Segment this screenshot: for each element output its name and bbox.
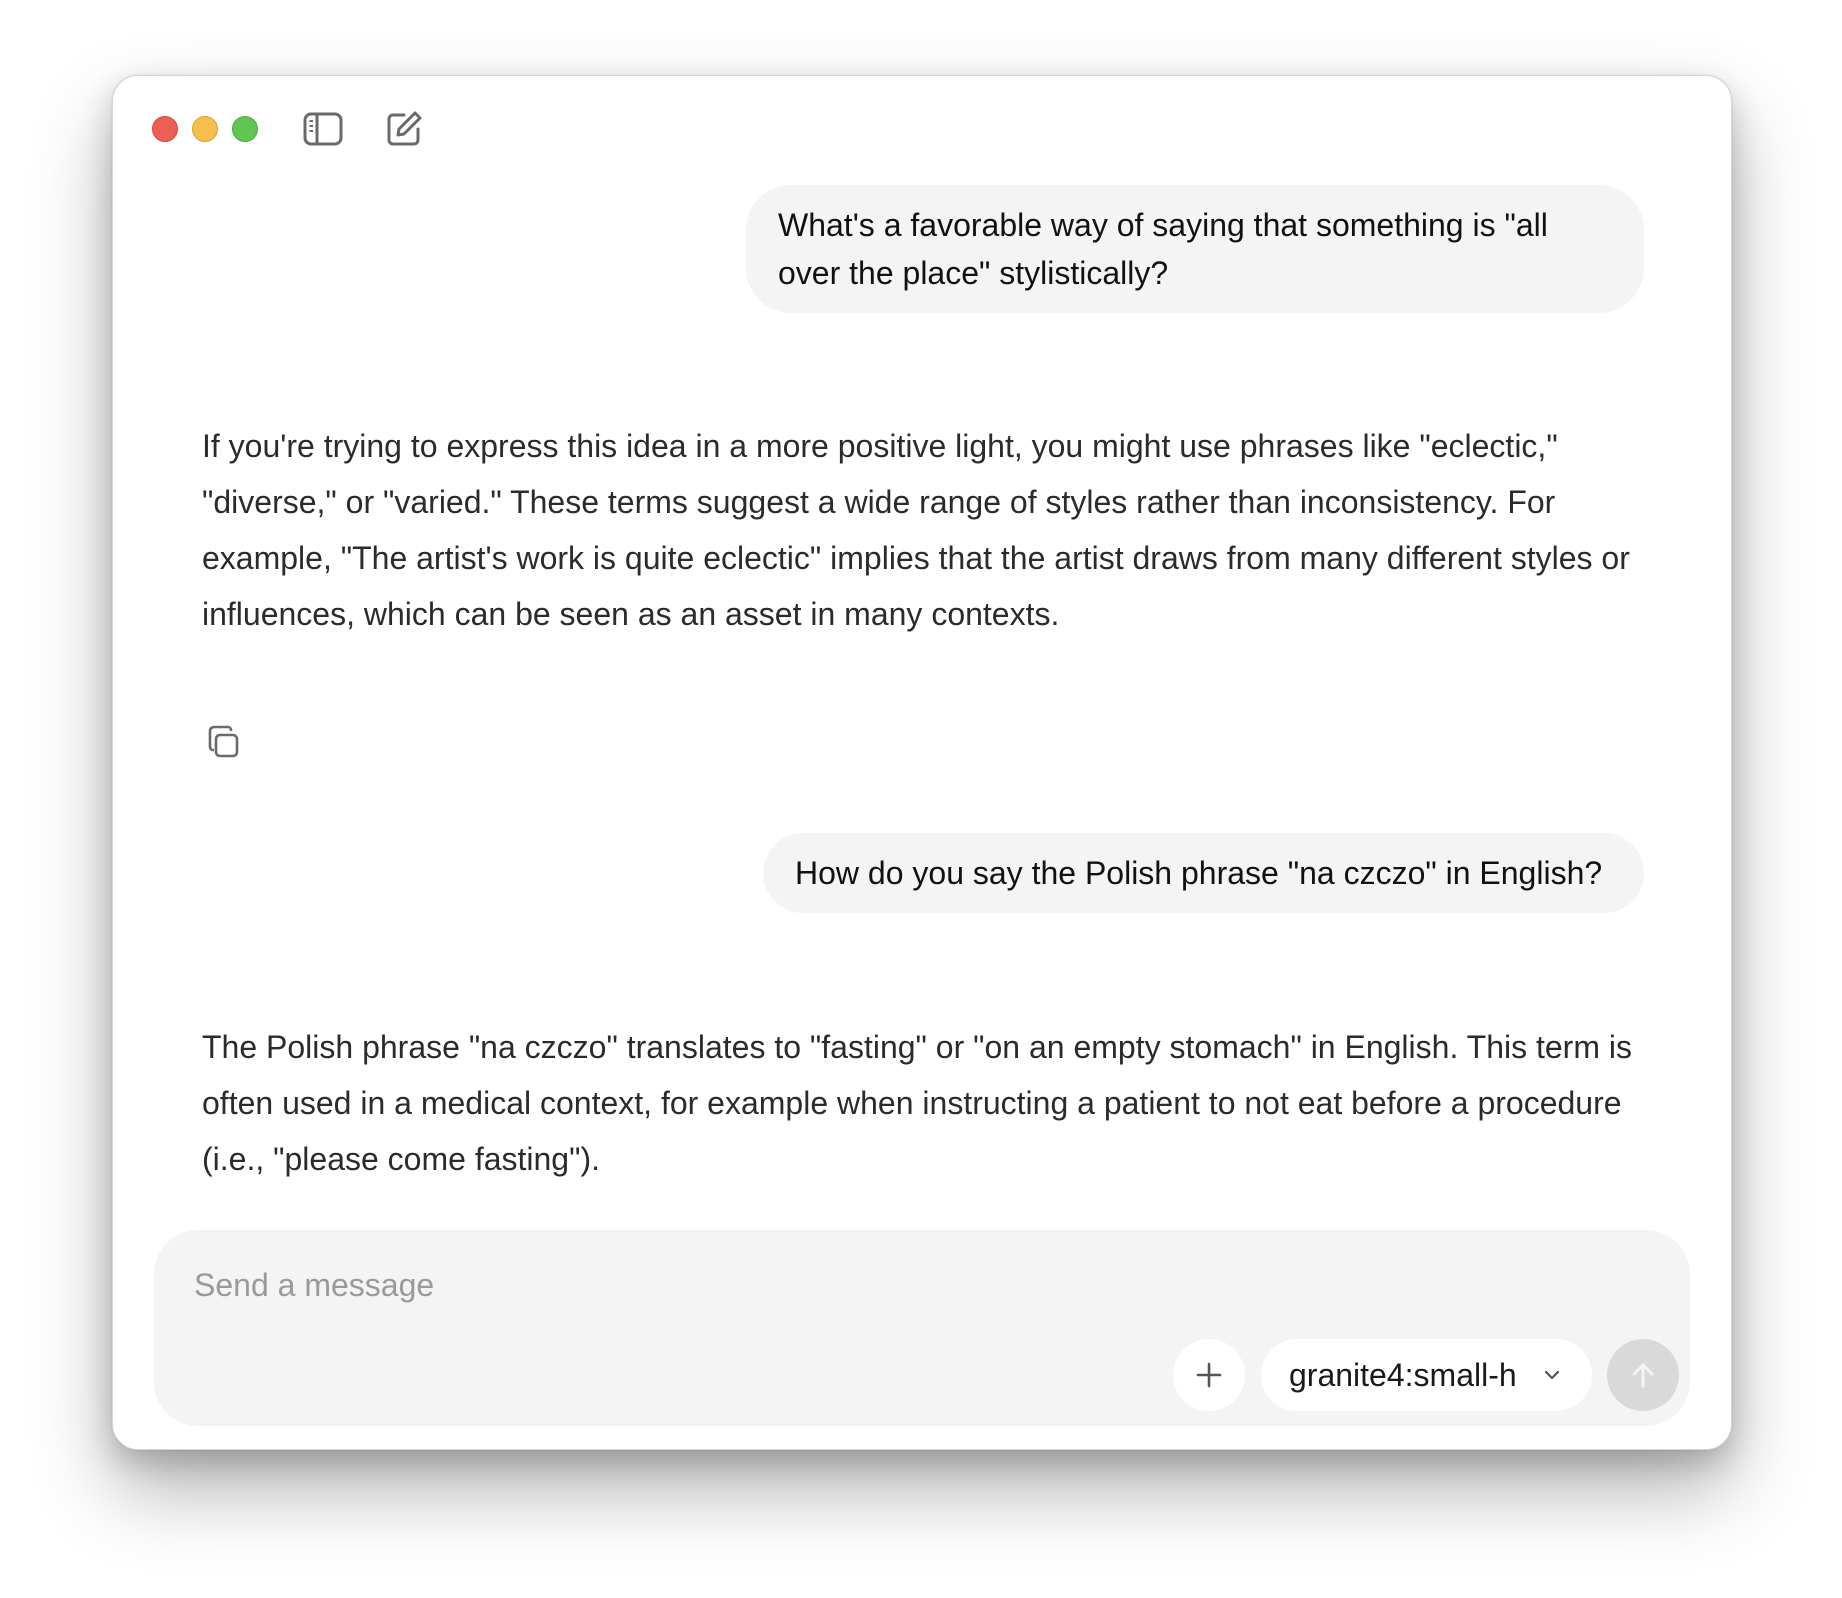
- arrow-up-icon: [1627, 1359, 1659, 1391]
- copy-icon[interactable]: [204, 723, 244, 763]
- message-input[interactable]: [194, 1260, 1634, 1310]
- assistant-message-text: The Polish phrase "na czczo" translates to "fasting" or "on an empty stomach" in English. This term is often used in a medical context, for example when instructing a patient to not eat before a procedure (i.e., "please come fasting").: [202, 1029, 1632, 1177]
- send-button[interactable]: [1607, 1339, 1679, 1411]
- model-selector[interactable]: [1261, 1339, 1592, 1411]
- window-minimize-button[interactable]: [192, 116, 218, 142]
- user-message-text: How do you say the Polish phrase "na czczo" in English?: [795, 855, 1603, 891]
- assistant-message-text: If you're trying to express this idea in a more positive light, you might use phrases like "eclectic," "diverse," or "varied." These terms suggest a wide range of styles rather than inconsistency. For example, "The artist's work is quite eclectic" implies that the artist draws from many different styles or influences, which can be seen as an asset in many contexts.: [202, 428, 1630, 632]
- user-message-text: What's a favorable way of saying that something is "all over the place" stylistically?: [778, 207, 1548, 291]
- window-close-button[interactable]: [152, 116, 178, 142]
- chevron-down-icon: [1542, 1365, 1562, 1385]
- plus-icon: [1193, 1359, 1225, 1391]
- sidebar-toggle-icon[interactable]: [303, 109, 343, 149]
- assistant-message: [202, 418, 1662, 642]
- user-message: [746, 185, 1644, 313]
- assistant-message: [202, 1019, 1662, 1187]
- app-window: [112, 75, 1732, 1450]
- user-message: [763, 833, 1644, 913]
- model-selector-label: granite4:small-h: [1289, 1356, 1517, 1393]
- window-maximize-button[interactable]: [232, 116, 258, 142]
- message-composer: [154, 1230, 1690, 1426]
- compose-icon[interactable]: [384, 109, 424, 149]
- add-attachment-button[interactable]: [1173, 1339, 1245, 1411]
